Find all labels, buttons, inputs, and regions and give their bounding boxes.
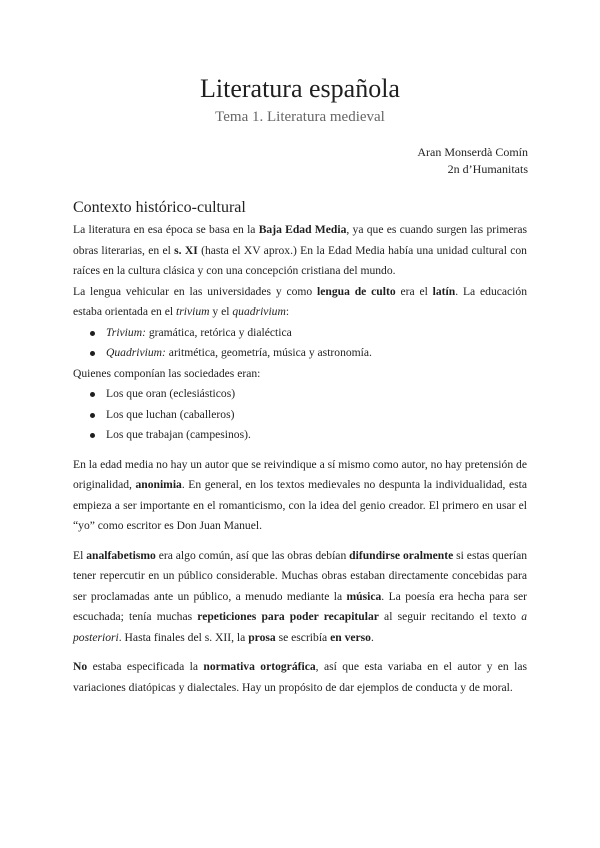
list-item-trabajan: Los que trabajan (campesinos). (73, 425, 527, 446)
paragraph-societies: Quienes componían las sociedades eran: (73, 366, 261, 380)
document-subtitle: Tema 1. Literatura medieval (215, 109, 385, 125)
paragraph-language: La lengua vehicular en las universidades y como lengua de culto era el latín. La educación estaba orientada en el trivium y el quadrivium: (73, 284, 527, 318)
list-item-oran: Los que oran (eclesiásticos) (73, 384, 527, 405)
paragraph-context: La literatura en esa época se basa en la Baja Edad Media, ya que es cuando surgen las primeras obras literarias, en el s. XI (hasta el XV aprox.) En la Edad Media había una unidad cultural con raíces en la cultura clásica y con una concepción cristiana del mundo. (73, 223, 528, 277)
document-body (73, 220, 527, 698)
author-course: 2n d’Humanitats (447, 162, 528, 176)
education-list (73, 323, 527, 364)
list-item-quadrivium: Quadrivium: aritmética, geometría, música y astronomía. (73, 343, 527, 364)
section-heading: Contexto histórico-cultural (73, 199, 246, 216)
author-block (417, 144, 528, 178)
document-title: Literatura española (200, 74, 400, 103)
paragraph-orality: El analfabetismo era algo común, así que las obras debían difundirse oralmente si estas querían tener repercutir en un público considerable. Muchas obras estaban directamente concebidas para ser proclamadas ante un público, a menudo mediante la música. La poesía era hecha para ser escuchada; tenía muchas repeticiones para poder recapitular al seguir recitando el texto a posteriori. Hasta finales del s. XII, la prosa se escribía en verso. (73, 548, 528, 644)
author-name: Aran Monserdà Comín (417, 145, 528, 159)
paragraph-orthography: No estaba especificada la normativa ortográfica, así que esta variaba en el autor y en las variaciones diatópicas y dialectales. Hay un propósito de dar ejemplos de conducta y de moral. (73, 660, 527, 694)
list-item-luchan: Los que luchan (caballeros) (73, 405, 527, 426)
paragraph-anonymity: En la edad media no hay un autor que se reivindique a sí mismo como autor, no hay pretensión de originalidad, anonimia. En general, en los textos medievales no despunta la individualidad, esta empieza a ser importante en el romanticismo, con la idea del genio creador. El primero en usar el “yo” como escritor es Don Juan Manuel. (73, 457, 527, 532)
list-item-trivium: Trivium: gramática, retórica y dialéctica (73, 323, 527, 344)
societies-list (73, 384, 527, 446)
